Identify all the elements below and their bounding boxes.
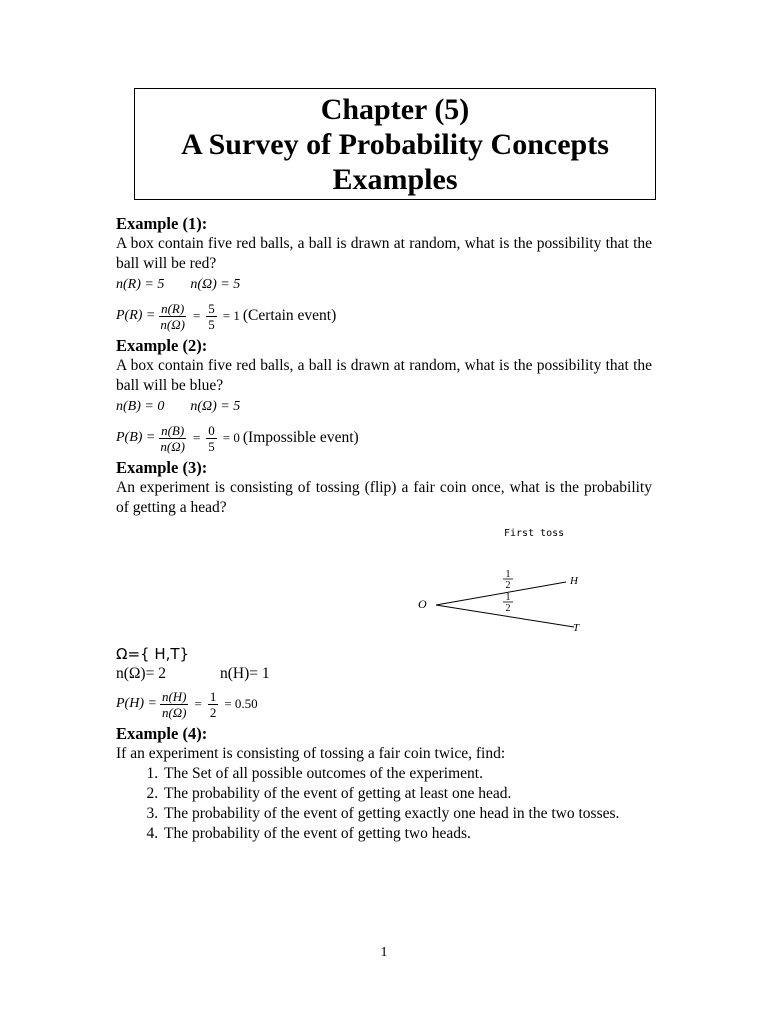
- sample-space: Ω={ H,T}: [116, 645, 190, 663]
- count-omega: n(Ω) = 5: [190, 399, 241, 414]
- example-3-counts: [116, 664, 652, 684]
- fraction-numerator: 0: [208, 422, 215, 438]
- event-note: (Impossible event): [242, 429, 359, 446]
- example-2-formula: P(B) = $\frac{n(B)}{n(\Omega)}$ = $\frac{0}{5}$ = 0 (Impossible event): [116, 422, 359, 454]
- example-2-heading: Example (2):: [116, 336, 208, 355]
- count-omega: n(Ω)= 2: [116, 665, 166, 682]
- fraction-numerator: 5: [208, 300, 215, 316]
- count-r: n(R) = 5: [116, 277, 165, 292]
- formula-lhs: P(R) =: [116, 308, 156, 323]
- formula-lhs: P(B) =: [116, 430, 156, 445]
- tree-prob-bottom-den: 2: [505, 603, 511, 614]
- example-3-heading: Example (3):: [116, 458, 208, 477]
- count-h: n(H)= 1: [219, 665, 270, 682]
- list-item: 1. The Set of all possible outcomes of the experiment.: [162, 764, 652, 784]
- fraction-denominator: 2: [209, 704, 217, 720]
- fraction-numerator: n(B): [161, 422, 185, 438]
- example-4-text: If an experiment is consisting of tossing a fair coin twice, find:: [116, 745, 506, 762]
- formula-lhs: P(H) =: [116, 696, 157, 711]
- example-2-counts: [116, 396, 652, 418]
- page-content: [116, 214, 652, 844]
- tree-diagram: [116, 518, 652, 644]
- tree-origin-label: O: [418, 597, 427, 611]
- example-1-formula: P(R) = $\frac{n(R)}{n(\Omega)}$ = $\frac{5}{5}$ = 1 (Certain event): [116, 300, 337, 332]
- chapter-title: Chapter (5): [320, 93, 470, 126]
- probability-tree: [116, 518, 652, 644]
- example-4-heading: Example (4):: [116, 724, 208, 743]
- example-2-text: A box contain five red balls, a ball is drawn at random, what is the possibility that the ball will be blue?: [116, 357, 652, 394]
- chapter-section: Examples: [332, 163, 458, 196]
- tree-branch-heads: [436, 582, 566, 605]
- fraction-denominator: 5: [208, 438, 215, 454]
- formula-result: = 0: [222, 430, 240, 445]
- formula-result: = 1: [222, 308, 240, 323]
- event-note: (Certain event): [242, 307, 337, 324]
- example-1-counts: [116, 274, 652, 296]
- fraction-denominator: 5: [208, 316, 215, 332]
- count-omega: n(Ω) = 5: [190, 277, 241, 292]
- fraction-denominator: n(Ω): [160, 316, 185, 332]
- list-item: 2. The probability of the event of getting at least one head.: [162, 784, 652, 804]
- example-3-formula: P(H) = $\frac{n(H)}{n(\Omega)}$ = $\frac{1}{2}$ = 0.50: [116, 688, 258, 720]
- list-item: 4. The probability of the event of getting two heads.: [162, 824, 652, 844]
- fraction-numerator: n(H): [161, 688, 187, 704]
- chapter-subtitle: A Survey of Probability Concepts: [181, 128, 609, 161]
- example-3-text: An experiment is consisting of tossing (flip) a fair coin once, what is the probability of getting a head?: [116, 479, 652, 516]
- page-number: 1: [380, 945, 388, 960]
- chapter-title-box: [134, 88, 656, 200]
- example-1-heading: Example (1):: [116, 214, 208, 233]
- formula-result: = 0.50: [224, 696, 258, 711]
- count-b: n(B) = 0: [116, 399, 165, 414]
- tree-heads-label: H: [570, 575, 578, 587]
- fraction: [160, 689, 189, 720]
- tree-caption: First toss: [504, 528, 565, 539]
- tree-prob-top-num: 1: [505, 569, 511, 580]
- fraction-denominator: n(Ω): [160, 438, 185, 454]
- fraction-denominator: n(Ω): [161, 704, 187, 720]
- example-1-text: A box contain five red balls, a ball is drawn at random, what is the possibility that the ball will be red?: [116, 235, 652, 272]
- question-list: [116, 764, 652, 844]
- fraction-numerator: 1: [209, 688, 217, 704]
- tree-prob-bottom-num: 1: [505, 592, 511, 603]
- fraction: [158, 301, 187, 332]
- fraction-numerator: n(R): [161, 300, 185, 316]
- tree-prob-top-den: 2: [505, 580, 511, 591]
- list-item: 3. The probability of the event of getting exactly one head in the two tosses.: [162, 804, 652, 824]
- fraction: [206, 301, 217, 332]
- tree-tails-label: T: [573, 622, 580, 634]
- fraction: [206, 423, 217, 454]
- fraction: [158, 423, 187, 454]
- fraction: [208, 689, 219, 720]
